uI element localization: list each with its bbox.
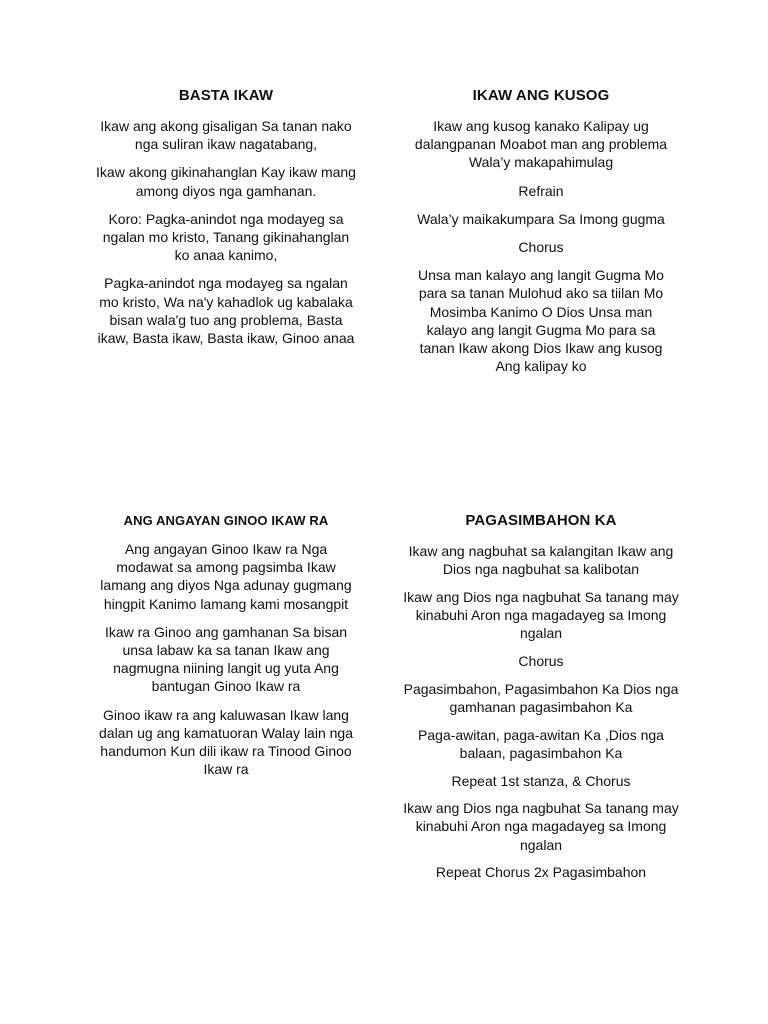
song-stanza: Koro: Pagka-anindot nga modayeg sa ngalan mo kristo, Tanang gikinahanglan ko anaa kanimo, [102, 210, 350, 264]
song-stanza: Ikaw ra Ginoo ang gamhanan Sa bisan unsa labaw ka sa tanan Ikaw ang nagmugna niining langit ug yuta Ang bantugan Ginoo Ikaw ra [104, 623, 348, 695]
song-stanza: Ginoo ikaw ra ang kaluwasan Ikaw lang dalan ug ang kamatuoran Walay lain nga handumon Kun dili ikaw ra Tinood Ginoo Ikaw ra [99, 706, 353, 778]
song-instruction: Repeat 1st stanza, & Chorus [451, 772, 631, 789]
song-section-label: Chorus [518, 653, 564, 670]
song-section-label: Refrain [518, 182, 564, 199]
song-stanza: Ang angayan Ginoo Ikaw ra Nga modawat sa among pagsimba Ikaw lamang ang diyos Nga adunay gugmang hingpit Kanimo lamang kami mosangpit [100, 541, 352, 612]
song-stanza: Wala’y maikakumpara Sa Imong gugma [417, 210, 665, 227]
song-stanza: Ikaw ang Dios nga nagbuhat Sa tanang may kinabuhi Aron nga magadayeg sa Imong ngalan [403, 800, 679, 853]
song-basta-ikaw [95, 87, 357, 357]
song-stanza: Pagka-anindot nga modayeg sa ngalan mo kristo, Wa na'y kahadlok ug kabalaka bisan wala'g tuo ang problema, Basta ikaw, Basta ikaw, Basta ikaw, Ginoo anaa [97, 275, 355, 347]
song-stanza: Pagasimbahon, Pagasimbahon Ka Dios nga gamhanan pagasimbahon Ka [403, 680, 679, 715]
song-stanza: Ikaw ang Dios nga nagbuhat Sa tanang may kinabuhi Aron nga magadayeg sa Imong ngalan [403, 588, 679, 642]
song-title: ANG ANGAYAN GINOO IKAW RA [123, 513, 329, 528]
song-pagasimbahon-ka [402, 512, 680, 891]
song-title: PAGASIMBAHON KA [465, 512, 617, 529]
song-ang-angayan-ginoo-ikaw-ra [95, 512, 357, 788]
song-stanza: Paga-awitan, paga-awitan Ka ,Dios nga balaan, pagasimbahon Ka [418, 726, 664, 761]
song-stanza: Ikaw ang kusog kanako Kalipay ug dalangpanan Moabot man ang problema Wala’y makapahimulag [414, 118, 668, 171]
song-stanza: Ikaw ang akong gisaligan Sa tanan nako nga suliran ikaw nagatabang, [100, 118, 352, 153]
song-instruction: Repeat Chorus 2x Pagasimbahon [435, 864, 647, 881]
song-title: IKAW ANG KUSOG [472, 87, 610, 104]
song-ikaw-ang-kusog [410, 87, 672, 385]
song-stanza: Ikaw akong gikinahanglan Kay ikaw mang among diyos nga gamhanan. [96, 164, 356, 199]
song-title: BASTA IKAW [178, 87, 274, 104]
song-stanza: Unsa man kalayo ang langit Gugma Mo para sa tanan Mulohud ako sa tiilan Mo Mosimba Kanimo O Dios Unsa man kalayo ang langit Gugma Mo para sa tanan Ikaw akong Dios Ikaw ang kusog Ang kalipay ko [418, 267, 664, 375]
song-stanza: Ikaw ang nagbuhat sa kalangitan Ikaw ang Dios nga nagbuhat sa kalibotan [408, 543, 674, 578]
song-section-label: Chorus [518, 239, 564, 256]
